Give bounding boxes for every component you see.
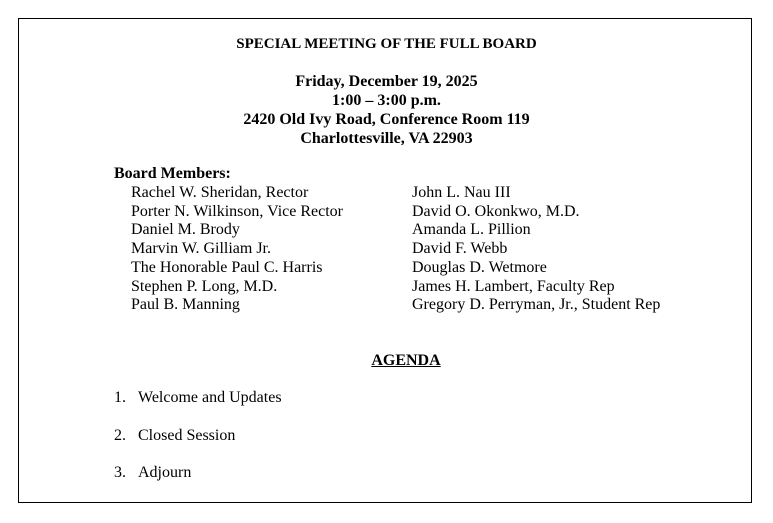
agenda-item-number: 3. — [114, 464, 126, 481]
board-member: Amanda L. Pillion — [412, 221, 531, 239]
agenda-item-text: Closed Session — [138, 427, 236, 444]
agenda-item-number: 1. — [114, 389, 126, 406]
meeting-date: Friday, December 19, 2025 — [295, 73, 478, 90]
board-member: Marvin W. Gilliam Jr. — [131, 240, 271, 258]
agenda-item — [114, 389, 282, 407]
agenda-item-text: Adjourn — [138, 464, 192, 481]
board-members-label: Board Members: — [114, 165, 231, 182]
board-member: Rachel W. Sheridan, Rector — [131, 184, 309, 201]
agenda-item-text: Welcome and Updates — [138, 389, 282, 406]
agenda-item-number: 2. — [114, 427, 126, 444]
board-member: David O. Okonkwo, M.D. — [412, 202, 580, 220]
meeting-city: Charlottesville, VA 22903 — [300, 130, 473, 147]
board-member: David F. Webb — [412, 240, 508, 258]
agenda-item — [114, 464, 191, 482]
agenda-heading: AGENDA — [371, 352, 441, 369]
board-member: John L. Nau III — [412, 184, 511, 201]
board-member: James H. Lambert, Faculty Rep — [412, 277, 615, 295]
board-member: Douglas D. Wetmore — [412, 258, 547, 276]
board-members-right-column — [412, 184, 660, 315]
board-members-left-column — [131, 184, 343, 315]
meeting-time: 1:00 – 3:00 p.m. — [332, 92, 441, 109]
board-member: Stephen P. Long, M.D. — [131, 277, 278, 295]
board-member: The Honorable Paul C. Harris — [131, 258, 323, 276]
board-member: Porter N. Wilkinson, Vice Rector — [131, 202, 343, 220]
meeting-location: 2420 Old Ivy Road, Conference Room 119 — [243, 111, 530, 128]
meeting-title: SPECIAL MEETING OF THE FULL BOARD — [236, 36, 537, 52]
board-member: Daniel M. Brody — [131, 221, 240, 239]
agenda-item — [114, 427, 235, 445]
board-member: Paul B. Manning — [131, 296, 240, 314]
board-member: Gregory D. Perryman, Jr., Student Rep — [412, 296, 661, 314]
